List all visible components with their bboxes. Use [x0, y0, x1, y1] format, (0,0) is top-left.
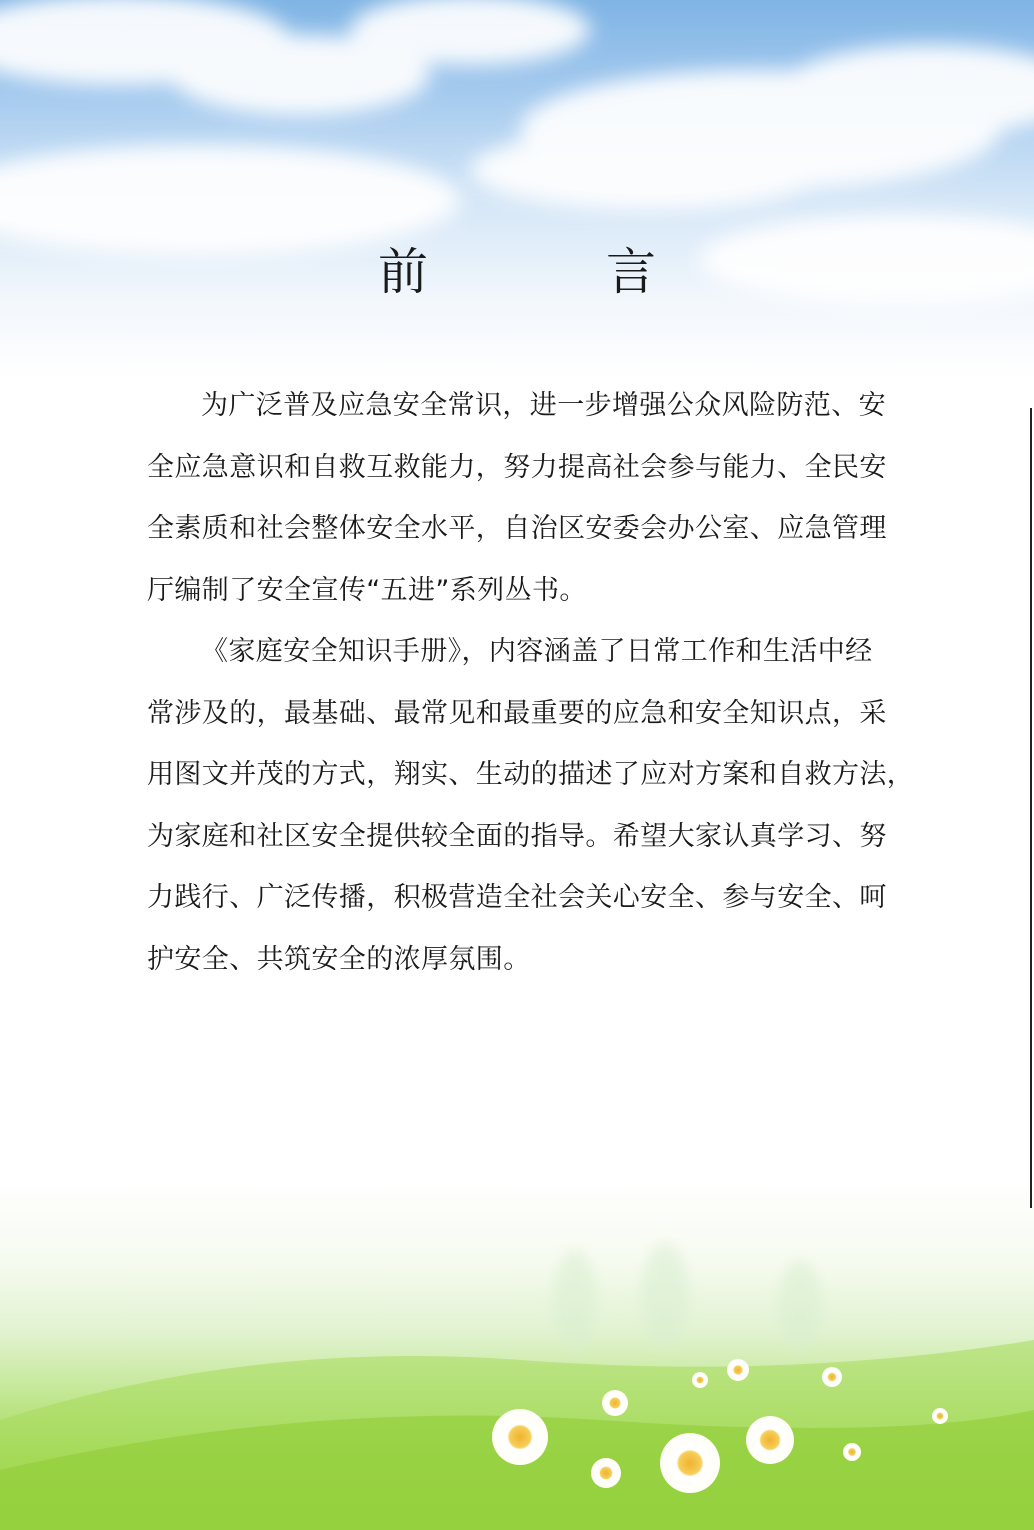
page-title: 前 言 — [378, 243, 720, 301]
paragraph-1-line: 为广泛普及应急安全常识，进一步增强公众风险防范、安 — [201, 390, 886, 421]
paragraph-2-line: 力践行、广泛传播，积极营造全社会关心安全、参与安全、呵 — [147, 882, 887, 913]
paragraph-1-line: 全应急意识和自救互救能力，努力提高社会参与能力、全民安 — [147, 451, 887, 483]
paragraph-2-line: 护安全、共筑安全的浓厚氛围。 — [147, 943, 531, 975]
preface-body — [147, 375, 915, 990]
grass-meadow-background — [0, 1220, 1034, 1530]
paragraph-1-line: 厅编制了安全宣传“五进”系列丛书。 — [147, 574, 587, 606]
paragraph-2-line: 为家庭和社区安全提供较全面的指导。希望大家认真学习、努 — [147, 820, 887, 852]
paragraph-1-line: 全素质和社会整体安全水平，自治区安委会办公室、应急管理 — [147, 513, 887, 544]
cloud-decoration — [0, 0, 1034, 360]
paragraph-2 — [147, 621, 915, 990]
paragraph-2-line: 《家庭安全知识手册》，内容涵盖了日常工作和生活中经 — [201, 636, 873, 667]
paragraph-2-line: 常涉及的，最基础、最常见和最重要的应急和安全知识点，采 — [147, 697, 887, 729]
paragraph-2-line: 用图文并茂的方式，翔实、生动的描述了应对方案和自救方法， — [147, 759, 915, 790]
paragraph-1 — [147, 375, 889, 621]
sky-background — [0, 0, 1034, 360]
page-edge-rule — [1030, 408, 1032, 1208]
meadow-decoration — [0, 1220, 1034, 1530]
